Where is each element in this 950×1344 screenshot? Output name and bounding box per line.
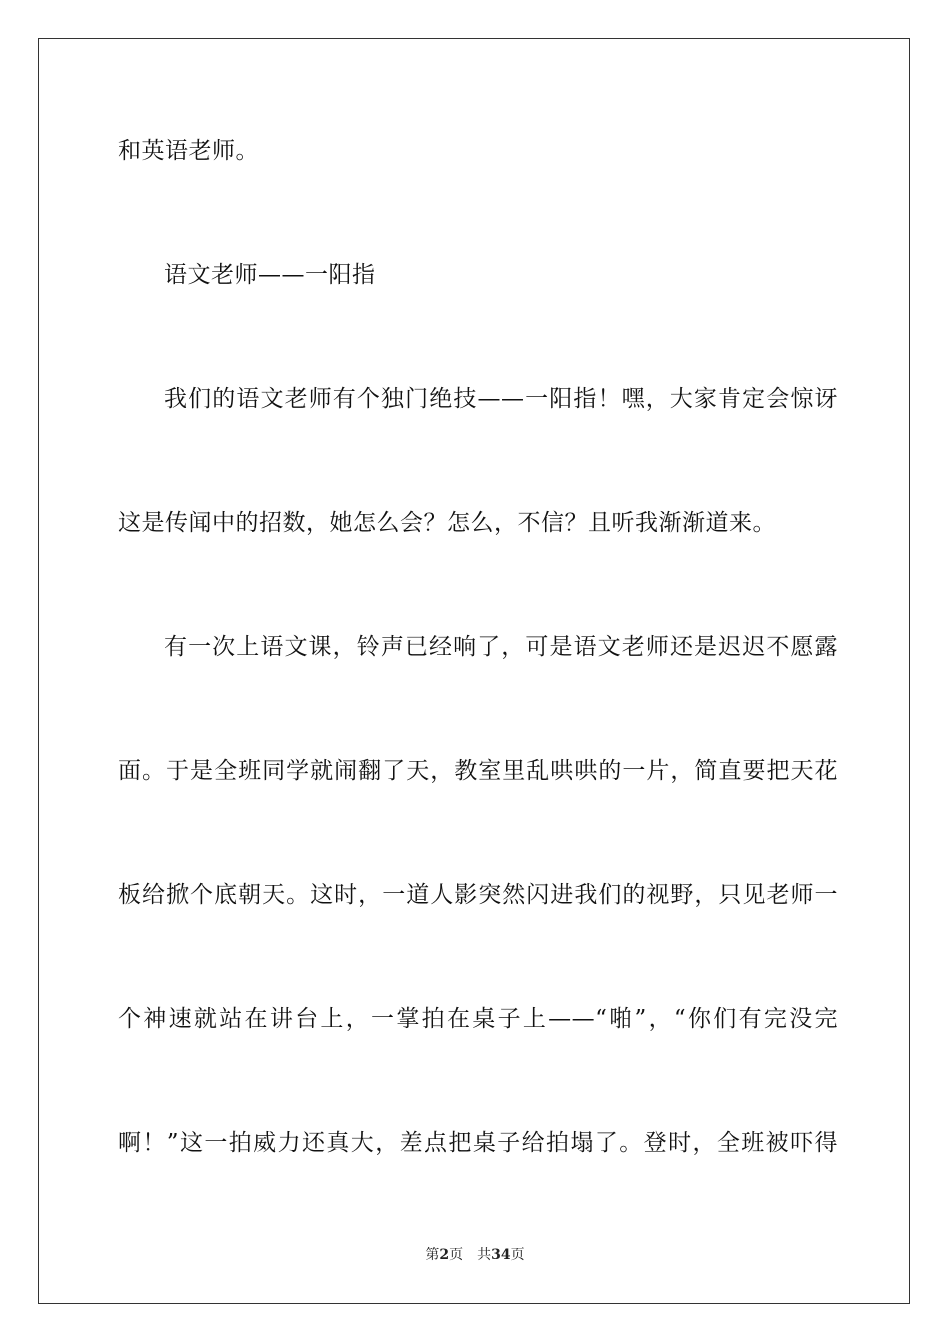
page-prefix: 第: [425, 1247, 440, 1263]
page-number: 2: [439, 1247, 450, 1263]
total-pages: 34: [491, 1247, 511, 1263]
text-line: 和英语老师。: [118, 138, 259, 164]
text-line: 个神速就站在讲台上，一掌拍在桌子上——“啪”，“你们有完没完: [118, 1006, 838, 1032]
text-line: 我们的语文老师有个独门绝技——一阳指！嘿，大家肯定会惊讶: [164, 386, 838, 412]
text-line: 面。于是全班同学就闹翻了天，教室里乱哄哄的一片，简直要把天花: [118, 758, 838, 784]
text-line: 这是传闻中的招数，她怎么会？怎么，不信？且听我渐渐道来。: [118, 510, 776, 536]
section-heading: 语文老师——一阳指: [164, 262, 376, 288]
text-line: 板给掀个底朝天。这时，一道人影突然闪进我们的视野，只见老师一: [118, 882, 838, 908]
text-line: 有一次上语文课，铃声已经响了，可是语文老师还是迟迟不愿露: [164, 634, 838, 660]
page-border: [38, 38, 910, 1304]
total-prefix: 共: [477, 1247, 492, 1263]
page-footer: [0, 1246, 950, 1264]
text-line: 啊！”这一拍威力还真大，差点把桌子给拍塌了。登时，全班被吓得: [118, 1130, 838, 1156]
total-suffix: 页: [510, 1247, 525, 1263]
page-suffix: 页: [449, 1247, 464, 1263]
